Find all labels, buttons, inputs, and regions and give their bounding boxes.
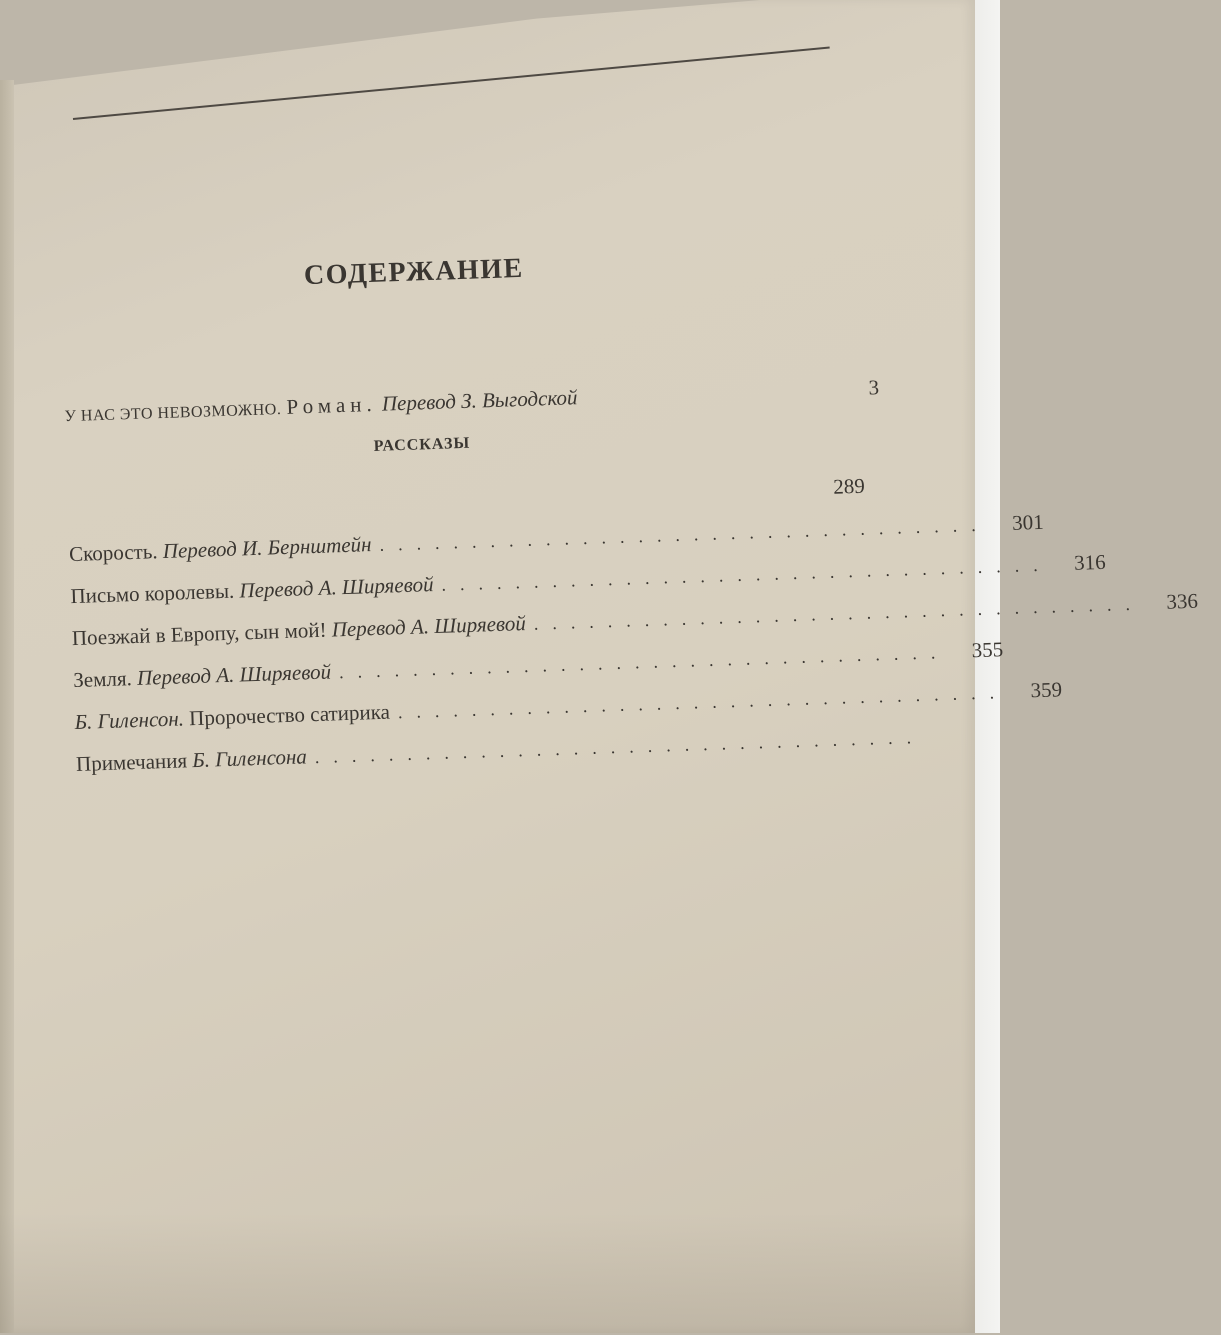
novel-title: У НАС ЭТО НЕВОЗМОЖНО. <box>64 401 282 426</box>
novel-genre: Роман. <box>286 391 378 419</box>
entry-title: Скорость. <box>68 539 158 567</box>
section-page: 289 <box>832 473 866 499</box>
leader-dots: ................................. <box>397 682 1009 723</box>
toc-entry-novel <box>64 375 880 432</box>
leader-dots: ................................. <box>441 554 1052 595</box>
entry-author: Б. Гиленсона <box>191 744 308 773</box>
entry-title: Письмо королевы. <box>70 578 235 609</box>
entry-page: 336 <box>1165 588 1199 614</box>
entry-title: Пророчество сатирика <box>188 699 391 731</box>
entry-title: Земля. <box>72 666 133 693</box>
entry-author: Б. Гиленсон. <box>74 706 185 735</box>
entry-title: Поезжай в Европу, сын мой! <box>71 617 327 651</box>
entry-page <box>935 741 979 742</box>
leader-dots: ................................. <box>314 726 926 768</box>
entry-translator: Перевод А. Ширяевой <box>136 659 332 690</box>
entry-translator: Перевод А. Ширяевой <box>331 611 527 642</box>
entry-page: 301 <box>1011 509 1045 535</box>
section-title: РАССКАЗЫ <box>373 434 471 455</box>
novel-translator: Перевод З. Выгодской <box>381 385 578 416</box>
novel-page: 3 <box>868 375 880 400</box>
entry-page: 359 <box>1030 677 1063 703</box>
entry-page: 355 <box>971 637 1004 663</box>
leader-dots: ................................. <box>379 514 991 555</box>
entry-page: 316 <box>1073 549 1106 575</box>
entry-translator: Перевод И. Бернштейн <box>162 532 372 563</box>
leader-dots: ................................. <box>338 641 950 683</box>
entry-title: Примечания <box>75 748 188 776</box>
entry-translator: Перевод А. Ширяевой <box>239 572 434 603</box>
toc-heading: СОДЕРЖАНИЕ <box>303 252 525 292</box>
leader-dots: ................................. <box>533 593 1145 634</box>
